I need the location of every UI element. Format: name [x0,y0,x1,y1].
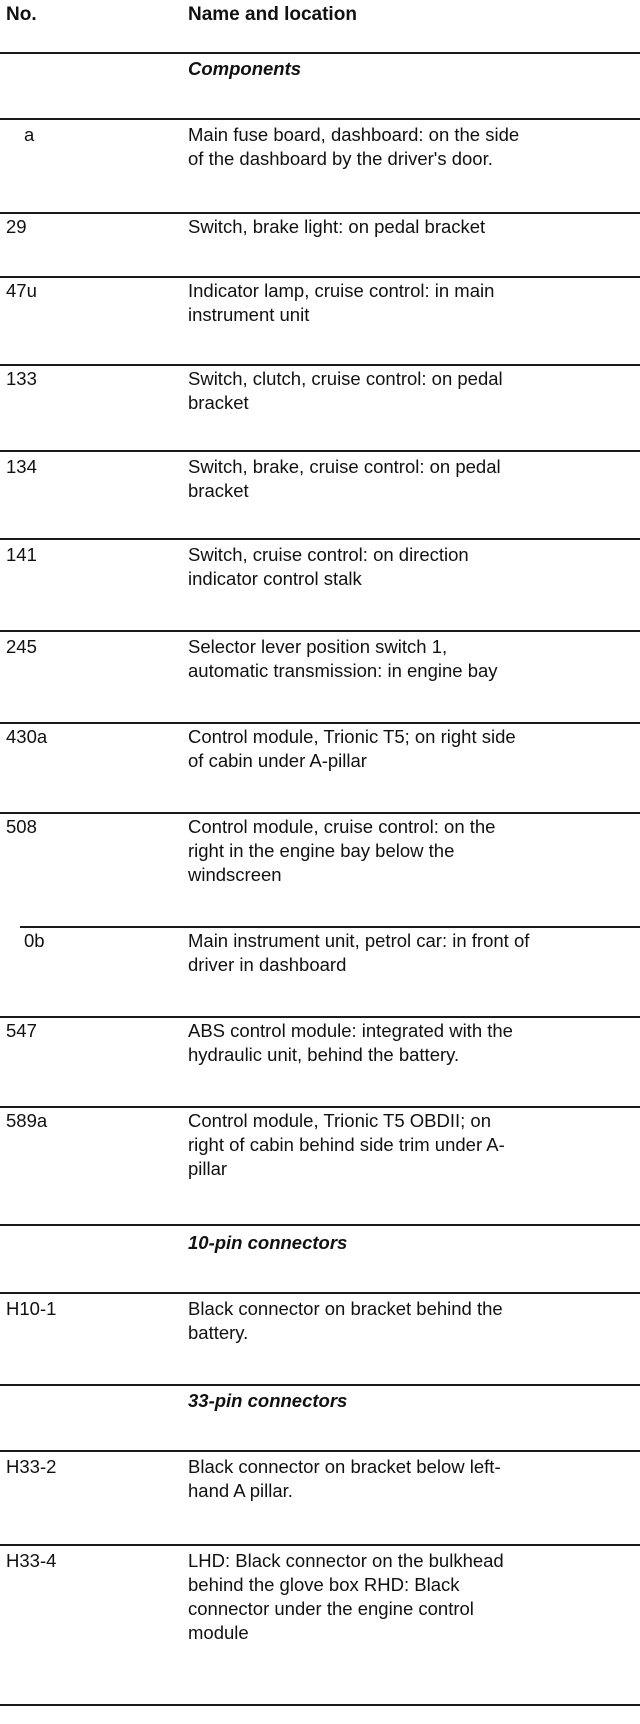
row-rule [0,538,640,540]
row-description-line: Main fuse board, dashboard: on the side [188,124,520,145]
row-rule [0,1384,640,1386]
row-description-line: Control module, cruise control: on the [188,816,496,837]
row-number: H33-2 [6,1456,57,1477]
row-description-line: behind the glove box RHD: Black [188,1574,460,1595]
row-description-line: bracket [188,392,249,413]
row-rule [0,630,640,632]
row-rule [0,276,640,278]
row-description-line: hand A pillar. [188,1480,293,1501]
row-number: 245 [6,636,37,657]
row-number: 589a [6,1110,48,1131]
row-number: 133 [6,368,37,389]
row-rule [0,1224,640,1226]
column-header-no: No. [6,4,37,25]
row-rule [0,1704,640,1706]
row-description-line: indicator control stalk [188,568,362,589]
row-rule [0,1016,640,1018]
row-description-line: Black connector on bracket behind the [188,1298,503,1319]
row-description-line: Control module, Trionic T5 OBDII; on [188,1110,491,1131]
row-description-line: of the dashboard by the driver's door. [188,148,493,169]
row-description-line: right of cabin behind side trim under A- [188,1134,505,1155]
section-title-10-pin: 10-pin connectors [188,1232,348,1253]
section-rule [0,1292,640,1294]
row-description-line: Switch, clutch, cruise control: on pedal [188,368,503,389]
row-description-line: ABS control module: integrated with the [188,1020,513,1041]
row-rule [0,1106,640,1108]
row-number: 134 [6,456,37,477]
row-description-line: Switch, brake light: on pedal bracket [188,216,486,237]
row-rule [0,722,640,724]
row-description-line: Switch, cruise control: on direction [188,544,469,565]
row-description-line: Switch, brake, cruise control: on pedal [188,456,501,477]
row-number: H33-4 [6,1550,57,1571]
row-number: 430a [6,726,48,747]
row-description-line: hydraulic unit, behind the battery. [188,1044,460,1065]
section-title-33-pin: 33-pin connectors [188,1390,348,1411]
row-number: 47u [6,280,37,301]
row-rule [0,1544,640,1546]
row-description-line: bracket [188,480,249,501]
row-description-line: LHD: Black connector on the bulkhead [188,1550,504,1571]
row-number: 29 [6,216,27,237]
row-description-line: automatic transmission: in engine bay [188,660,498,681]
row-rule [0,450,640,452]
row-description-line: instrument unit [188,304,310,325]
row-rule [20,926,640,928]
row-description-line: Black connector on bracket below left- [188,1456,501,1477]
row-rule [0,212,640,214]
row-description-line: Indicator lamp, cruise control: in main [188,280,495,301]
row-description-line: Main instrument unit, petrol car: in front of [188,930,530,951]
row-number: 547 [6,1020,37,1041]
row-number: 0b [24,930,45,951]
row-number: 141 [6,544,37,565]
row-description-line: Control module, Trionic T5; on right side [188,726,516,747]
row-description-line: connector under the engine control [188,1598,474,1619]
row-description-line: driver in dashboard [188,954,347,975]
row-number: a [24,124,35,145]
section-rule [0,1450,640,1452]
row-rule [0,812,640,814]
row-description-line: Selector lever position switch 1, [188,636,448,657]
header-rule [0,52,640,54]
column-header-name-location: Name and location [188,4,357,25]
row-number: 508 [6,816,37,837]
section-title-components: Components [188,58,302,79]
row-number: H10-1 [6,1298,57,1319]
row-description-line: battery. [188,1322,249,1343]
row-description-line: module [188,1622,249,1643]
row-rule [0,364,640,366]
row-description-line: pillar [188,1158,228,1179]
section-rule [0,118,640,120]
row-description-line: right in the engine bay below the [188,840,455,861]
row-description-line: of cabin under A-pillar [188,750,367,771]
row-description-line: windscreen [188,864,282,885]
